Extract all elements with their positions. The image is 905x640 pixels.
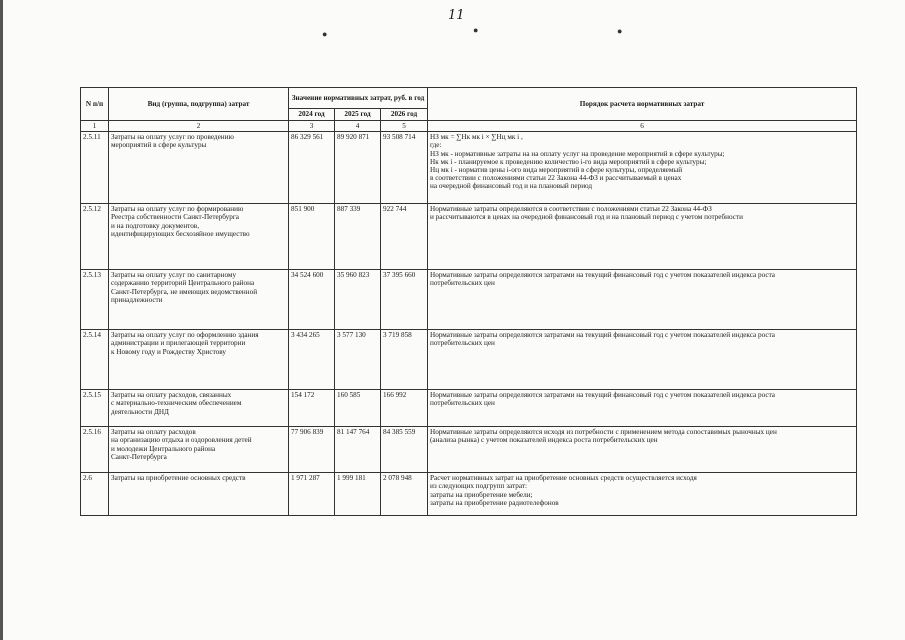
column-number-row: [81, 121, 857, 132]
calc-method-line: (анализа рынка) с учетом показателей индекса роста потребительских цен: [430, 436, 658, 445]
calc-method-line: НЗ мк - нормативные затраты на на оплату услуг на проведение мероприятий в сфере культуры;: [430, 149, 725, 158]
cost-type-line: Затраты на оплату услуг по оформлению здания: [111, 331, 259, 340]
cost-type-line: Затраты на оплату услуг по проведению: [111, 133, 234, 142]
row-number: 2.5.16: [81, 427, 109, 473]
calc-method-line: Расчет нормативных затрат на приобретение основных средств осуществляется исходя: [430, 474, 697, 483]
value-2024: 851 900: [289, 204, 335, 270]
row-number: 2.6: [81, 473, 109, 516]
cost-type: [109, 204, 289, 270]
calc-method-line: где:: [430, 141, 442, 150]
calc-method-line: потребительских цен: [430, 279, 495, 288]
value-2024: 3 434 265: [289, 330, 335, 390]
table-row: [81, 132, 857, 204]
value-2026: 166 992: [381, 390, 428, 427]
scan-speck: ●: [473, 25, 479, 35]
value-2025: 81 147 764: [335, 427, 381, 473]
scan-speck: ●: [322, 29, 328, 39]
cost-type-line: к Новому году и Рождеству Христову: [111, 347, 226, 356]
value-2026: 2 078 948: [381, 473, 428, 516]
column-number: 1: [81, 121, 109, 132]
calc-method-line: из следующих подгрупп затрат:: [430, 482, 528, 491]
cost-type-line: Затраты на оплату расходов: [111, 428, 196, 437]
value-2026: 37 395 660: [381, 270, 428, 330]
row-number: 2.5.13: [81, 270, 109, 330]
cost-type-line: Затраты на оплату услуг по санитарному: [111, 271, 237, 280]
cost-type: [109, 473, 289, 516]
header-num: N п/п: [81, 88, 109, 121]
calc-method-line: затраты на приобретение мебели;: [430, 490, 533, 499]
calc-method: [428, 132, 857, 204]
value-2025: 89 920 871: [335, 132, 381, 204]
calc-method: [428, 473, 857, 516]
column-number: 4: [335, 121, 381, 132]
cost-type-line: администрации и прилегающей территории: [111, 339, 246, 348]
cost-type-line: принадлежности: [111, 295, 163, 304]
value-2026: 922 744: [381, 204, 428, 270]
scan-edge: [0, 0, 3, 640]
calc-method-line: Нц мк i - норматив цены i-ого вида мероприятий в сфере культуры, определяемый: [430, 166, 683, 175]
row-number: 2.5.15: [81, 390, 109, 427]
value-2024: 77 906 839: [289, 427, 335, 473]
calc-method-line: потребительских цен: [430, 399, 495, 408]
header-year-2026: 2026 год: [381, 109, 428, 121]
cost-type-line: мероприятий в сфере культуры: [111, 141, 207, 150]
calc-method-line: потребительских цен: [430, 339, 495, 348]
header-method: Порядок расчета нормативных затрат: [428, 88, 857, 121]
calc-method: [428, 270, 857, 330]
header-year-2024: 2024 год: [289, 109, 335, 121]
value-2025: 1 999 181: [335, 473, 381, 516]
calc-method-line: в соответствии с положениями статьи 22 Закона 44-ФЗ и рассчитываемый в ценах: [430, 174, 682, 183]
calc-method-line: Нк мк i - планируемое к проведению количество i-го вида мероприятий в сфере культуры;: [430, 157, 707, 166]
scan-speck: ●: [617, 26, 623, 36]
normative-costs-table: [80, 87, 857, 516]
table-row: [81, 427, 857, 473]
row-number: 2.5.12: [81, 204, 109, 270]
column-number: 2: [109, 121, 289, 132]
row-number: 2.5.14: [81, 330, 109, 390]
calc-method-line: НЗ мк = ∑Нк мк i × ∑Нц мк i ,: [430, 133, 523, 142]
calc-method-line: на очередной финансовый год и на плановый период: [430, 182, 593, 191]
cost-type-line: деятельности ДНД: [111, 407, 169, 416]
calc-method-line: Нормативные затраты определяются исходя из потребности с применением метода сопоставимых рыночных цен: [430, 428, 777, 437]
value-2026: 3 719 858: [381, 330, 428, 390]
cost-type-line: на организацию отдыха и оздоровления детей: [111, 436, 252, 445]
header-value-group: Значение нормативных затрат, руб. в год: [289, 88, 428, 109]
cost-type-line: содержанию территорий Центрального района: [111, 279, 255, 288]
header-year-2025: 2025 год: [335, 109, 381, 121]
table-row: [81, 473, 857, 516]
cost-type-line: и на подготовку документов,: [111, 221, 200, 230]
calc-method-line: Нормативные затраты определяются в соответствии с положениями статьи 22 Закона 44-ФЗ: [430, 205, 712, 214]
column-number: 6: [428, 121, 857, 132]
page-number: 11: [448, 8, 465, 23]
value-2025: 887 339: [335, 204, 381, 270]
column-number: 3: [289, 121, 335, 132]
cost-type-line: и молодежи Центрального района: [111, 444, 216, 453]
cost-type-line: Санкт-Петербурга: [111, 452, 167, 461]
value-2024: 86 329 561: [289, 132, 335, 204]
row-number: 2.5.11: [81, 132, 109, 204]
calc-method: [428, 330, 857, 390]
cost-type: [109, 427, 289, 473]
table-row: [81, 330, 857, 390]
cost-type: [109, 330, 289, 390]
value-2026: 93 508 714: [381, 132, 428, 204]
calc-method: [428, 390, 857, 427]
cost-type-line: Затраты на оплату расходов, связанных: [111, 391, 232, 400]
value-2024: 1 971 287: [289, 473, 335, 516]
cost-type: [109, 270, 289, 330]
cost-type-line: идентифицирующих бесхозяйное имущество: [111, 229, 250, 238]
cost-type-line: Затраты на приобретение основных средств: [111, 474, 246, 483]
cost-type-line: Реестра собственности Санкт-Петербурга: [111, 213, 239, 222]
cost-type: [109, 390, 289, 427]
calc-method: [428, 427, 857, 473]
calc-method: [428, 204, 857, 270]
table-row: [81, 204, 857, 270]
table-row: [81, 270, 857, 330]
column-number: 5: [381, 121, 428, 132]
value-2025: 3 577 130: [335, 330, 381, 390]
table-row: [81, 390, 857, 427]
value-2024: 34 524 600: [289, 270, 335, 330]
value-2024: 154 172: [289, 390, 335, 427]
cost-type-line: Затраты на оплату услуг по формированию: [111, 205, 244, 214]
cost-type-line: Санкт-Петербурга, не имеющих ведомственной: [111, 287, 258, 296]
calc-method-line: Нормативные затраты определяются затратами на текущий финансовый год с учетом показателей индекса роста: [430, 271, 775, 280]
calc-method-line: затраты на приобретение радиотелефонов: [430, 498, 559, 507]
calc-method-line: Нормативные затраты определяются затратами на текущий финансовый год с учетом показателей индекса роста: [430, 331, 775, 340]
calc-method-line: Нормативные затраты определяются затратами на текущий финансовый год с учетом показателей индекса роста: [430, 391, 775, 400]
value-2025: 160 585: [335, 390, 381, 427]
header-type: Вид (группа, подгруппа) затрат: [109, 88, 289, 121]
value-2026: 84 385 559: [381, 427, 428, 473]
cost-type-line: с материально-техническим обеспечением: [111, 399, 242, 408]
calc-method-line: и рассчитываются в ценах на очередной финансовый год и на плановый период с учетом потребности: [430, 213, 743, 222]
value-2025: 35 960 823: [335, 270, 381, 330]
cost-type: [109, 132, 289, 204]
